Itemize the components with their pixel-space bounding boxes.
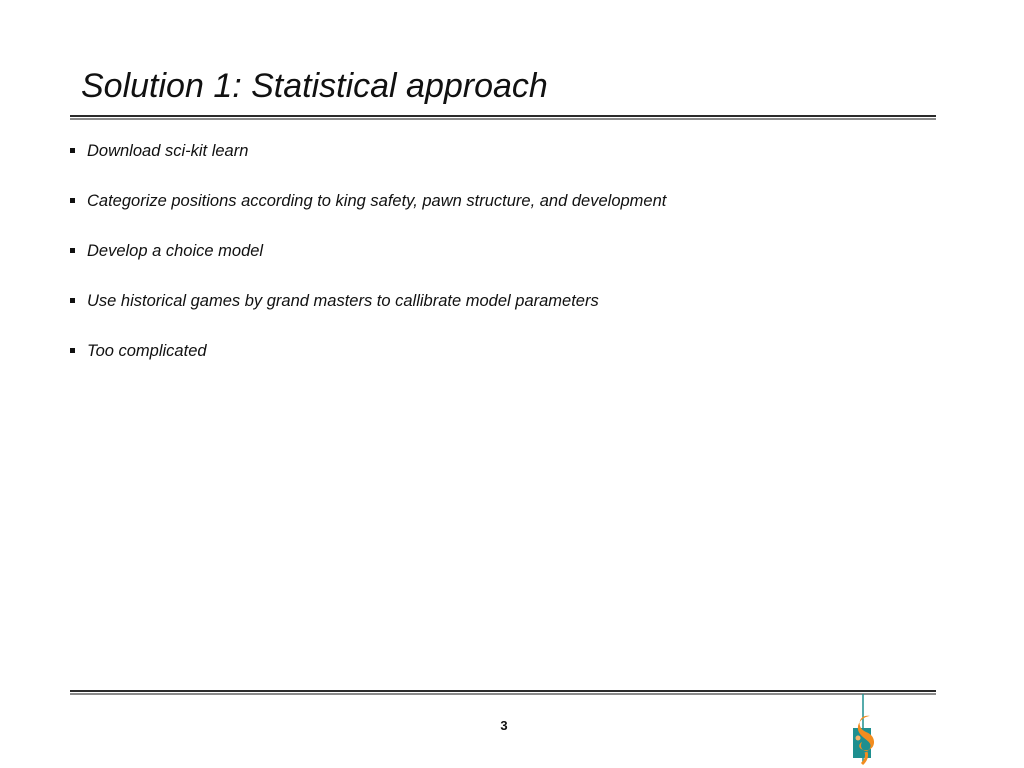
bullet-item <box>68 288 666 338</box>
bullet-text: Categorize positions according to king safety, pawn structure, and development <box>87 192 667 210</box>
bullet-marker-icon <box>70 248 75 253</box>
bullet-text: Develop a choice model <box>87 242 264 260</box>
bullet-marker-icon <box>70 348 75 353</box>
footer-rule <box>70 690 936 692</box>
bullet-text: Too complicated <box>87 342 207 360</box>
page-number: 3 <box>500 718 508 733</box>
bullet-marker-icon <box>70 198 75 203</box>
bullet-item <box>68 338 666 388</box>
bullet-list <box>68 138 666 388</box>
title-rule <box>70 115 936 117</box>
slide-title: Solution 1: Statistical approach <box>81 67 548 105</box>
bullet-item <box>68 238 666 288</box>
bullet-text: Download sci-kit learn <box>87 142 249 160</box>
bullet-text: Use historical games by grand masters to callibrate model parameters <box>87 292 599 310</box>
bullet-marker-icon <box>70 298 75 303</box>
logo-dot <box>856 736 861 741</box>
bullet-item <box>68 188 666 238</box>
logo-icon <box>846 694 886 766</box>
bullet-marker-icon <box>70 148 75 153</box>
bullet-item <box>68 138 666 188</box>
